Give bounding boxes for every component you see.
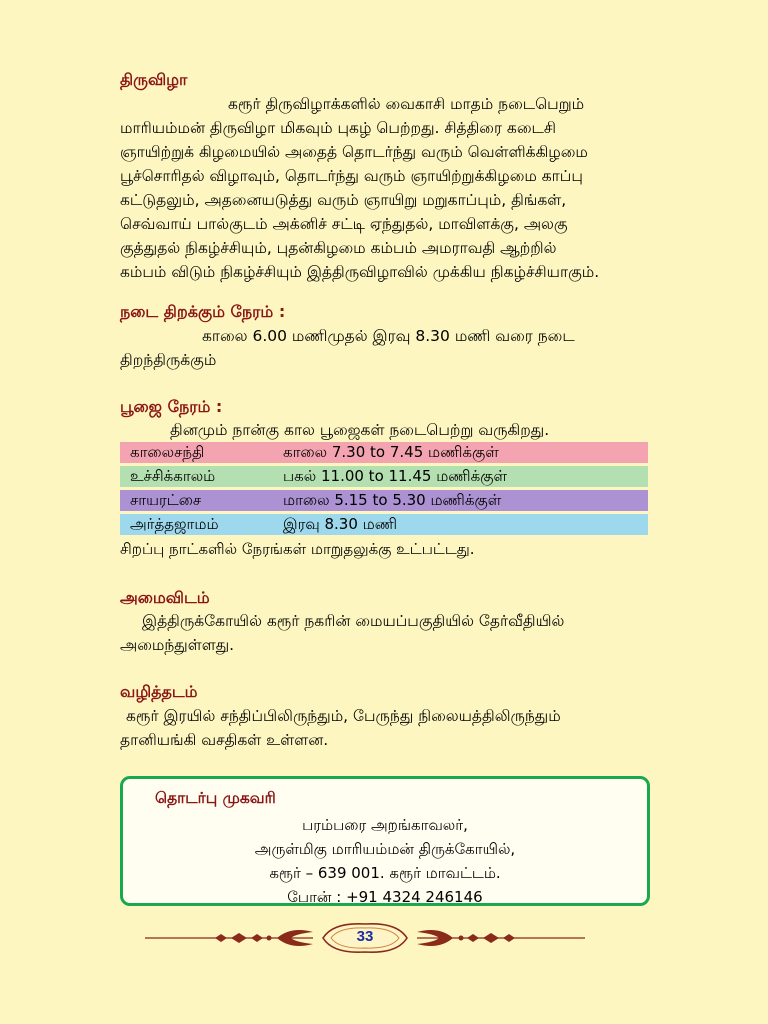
schedule-row (120, 490, 648, 511)
route-paragraph (120, 704, 650, 752)
pooja-schedule-table (120, 442, 648, 538)
festival-line: கரூர் திருவிழாக்களில் வைகாசி மாதம் நடைபெறும் (228, 95, 585, 113)
schedule-time: மாலை 5.15 to 5.30 மணிக்குள் (283, 490, 502, 509)
schedule-name: உச்சிக்காலம் (130, 466, 216, 485)
contact-address (123, 813, 647, 909)
schedule-row (120, 466, 648, 487)
section-heading-location: அமைவிடம் (120, 588, 210, 607)
opening-paragraph (120, 324, 650, 372)
contact-line: அருள்மிகு மாரியம்மன் திருக்கோயில், (254, 840, 516, 858)
festival-line: கம்பம் விடும் நிகழ்ச்சியும் இத்திருவிழாவில் முக்கிய நிகழ்ச்சியாகும். (120, 263, 600, 281)
schedule-note: சிறப்பு நாட்களில் நேரங்கள் மாறுதலுக்கு உட்பட்டது. (120, 540, 475, 558)
festival-line: செவ்வாய் பால்குடம் அக்னிச் சட்டி ஏந்துதல், மாவிளக்கு, அலகு (120, 215, 568, 233)
page-footer (145, 918, 585, 958)
schedule-time: இரவு 8.30 மணி (283, 514, 398, 533)
schedule-row (120, 514, 648, 535)
page-number: 33 (356, 928, 374, 945)
contact-phone: போன் : +91 4324 246146 (287, 888, 483, 906)
pooja-intro-line: தினமும் நான்கு கால பூஜைகள் நடைபெற்று வருகிறது. (170, 421, 550, 439)
location-paragraph (120, 609, 650, 657)
opening-line: திறந்திருக்கும் (120, 351, 217, 369)
festival-line: ஞாயிற்றுக் கிழமையில் அதைத் தொடர்ந்து வரும் வெள்ளிக்கிழமை (120, 143, 588, 161)
section-heading-opening: நடை திறக்கும் நேரம் : (120, 302, 286, 321)
schedule-time: காலை 7.30 to 7.45 மணிக்குள் (283, 442, 499, 461)
schedule-row (120, 442, 648, 463)
schedule-name: சாயரட்சை (130, 490, 202, 509)
pooja-intro (120, 418, 650, 442)
route-line: கரூர் இரயில் சந்திப்பிலிருந்தும், பேருந்து நிலையத்திலிருந்தும் (126, 707, 561, 725)
festival-line: மாரியம்மன் திருவிழா மிகவும் புகழ் பெற்றது. சித்திரை கடைசி (120, 119, 556, 137)
section-heading-route: வழித்தடம் (120, 682, 198, 701)
contact-line: பரம்பரை அறங்காவலர், (302, 816, 468, 834)
location-line: அமைந்துள்ளது. (120, 636, 235, 654)
festival-line: பூச்சொரிதல் விழாவும், தொடர்ந்து வரும் ஞாயிற்றுக்கிழமை காப்பு (120, 167, 583, 185)
contact-box (120, 776, 650, 906)
schedule-name: காலைசந்தி (130, 442, 205, 461)
festival-line: குத்துதல் நிகழ்ச்சியும், புதன்கிழமை கம்பம் அமராவதி ஆற்றில் (120, 239, 557, 257)
festival-line: கட்டுதலும், அதனையடுத்து வரும் ஞாயிறு மறுகாப்பும், திங்கள், (120, 191, 567, 209)
schedule-time: பகல் 11.00 to 11.45 மணிக்குள் (283, 466, 507, 485)
contact-line: கரூர் – 639 001. கரூர் மாவட்டம். (269, 864, 501, 882)
section-heading-pooja: பூஜை நேரம் : (120, 397, 223, 416)
festival-paragraph (120, 92, 650, 284)
location-line: இத்திருக்கோயில் கரூர் நகரின் மையப்பகுதியில் தேர்வீதியில் (142, 612, 565, 630)
opening-line: காலை 6.00 மணிமுதல் இரவு 8.30 மணி வரை நடை (202, 327, 575, 345)
schedule-name: அர்த்தஜாமம் (130, 514, 219, 533)
section-heading-festival: திருவிழா (120, 70, 188, 89)
contact-title: தொடர்பு முகவரி (155, 789, 276, 807)
route-line: தானியங்கி வசதிகள் உள்ளன. (120, 731, 329, 749)
